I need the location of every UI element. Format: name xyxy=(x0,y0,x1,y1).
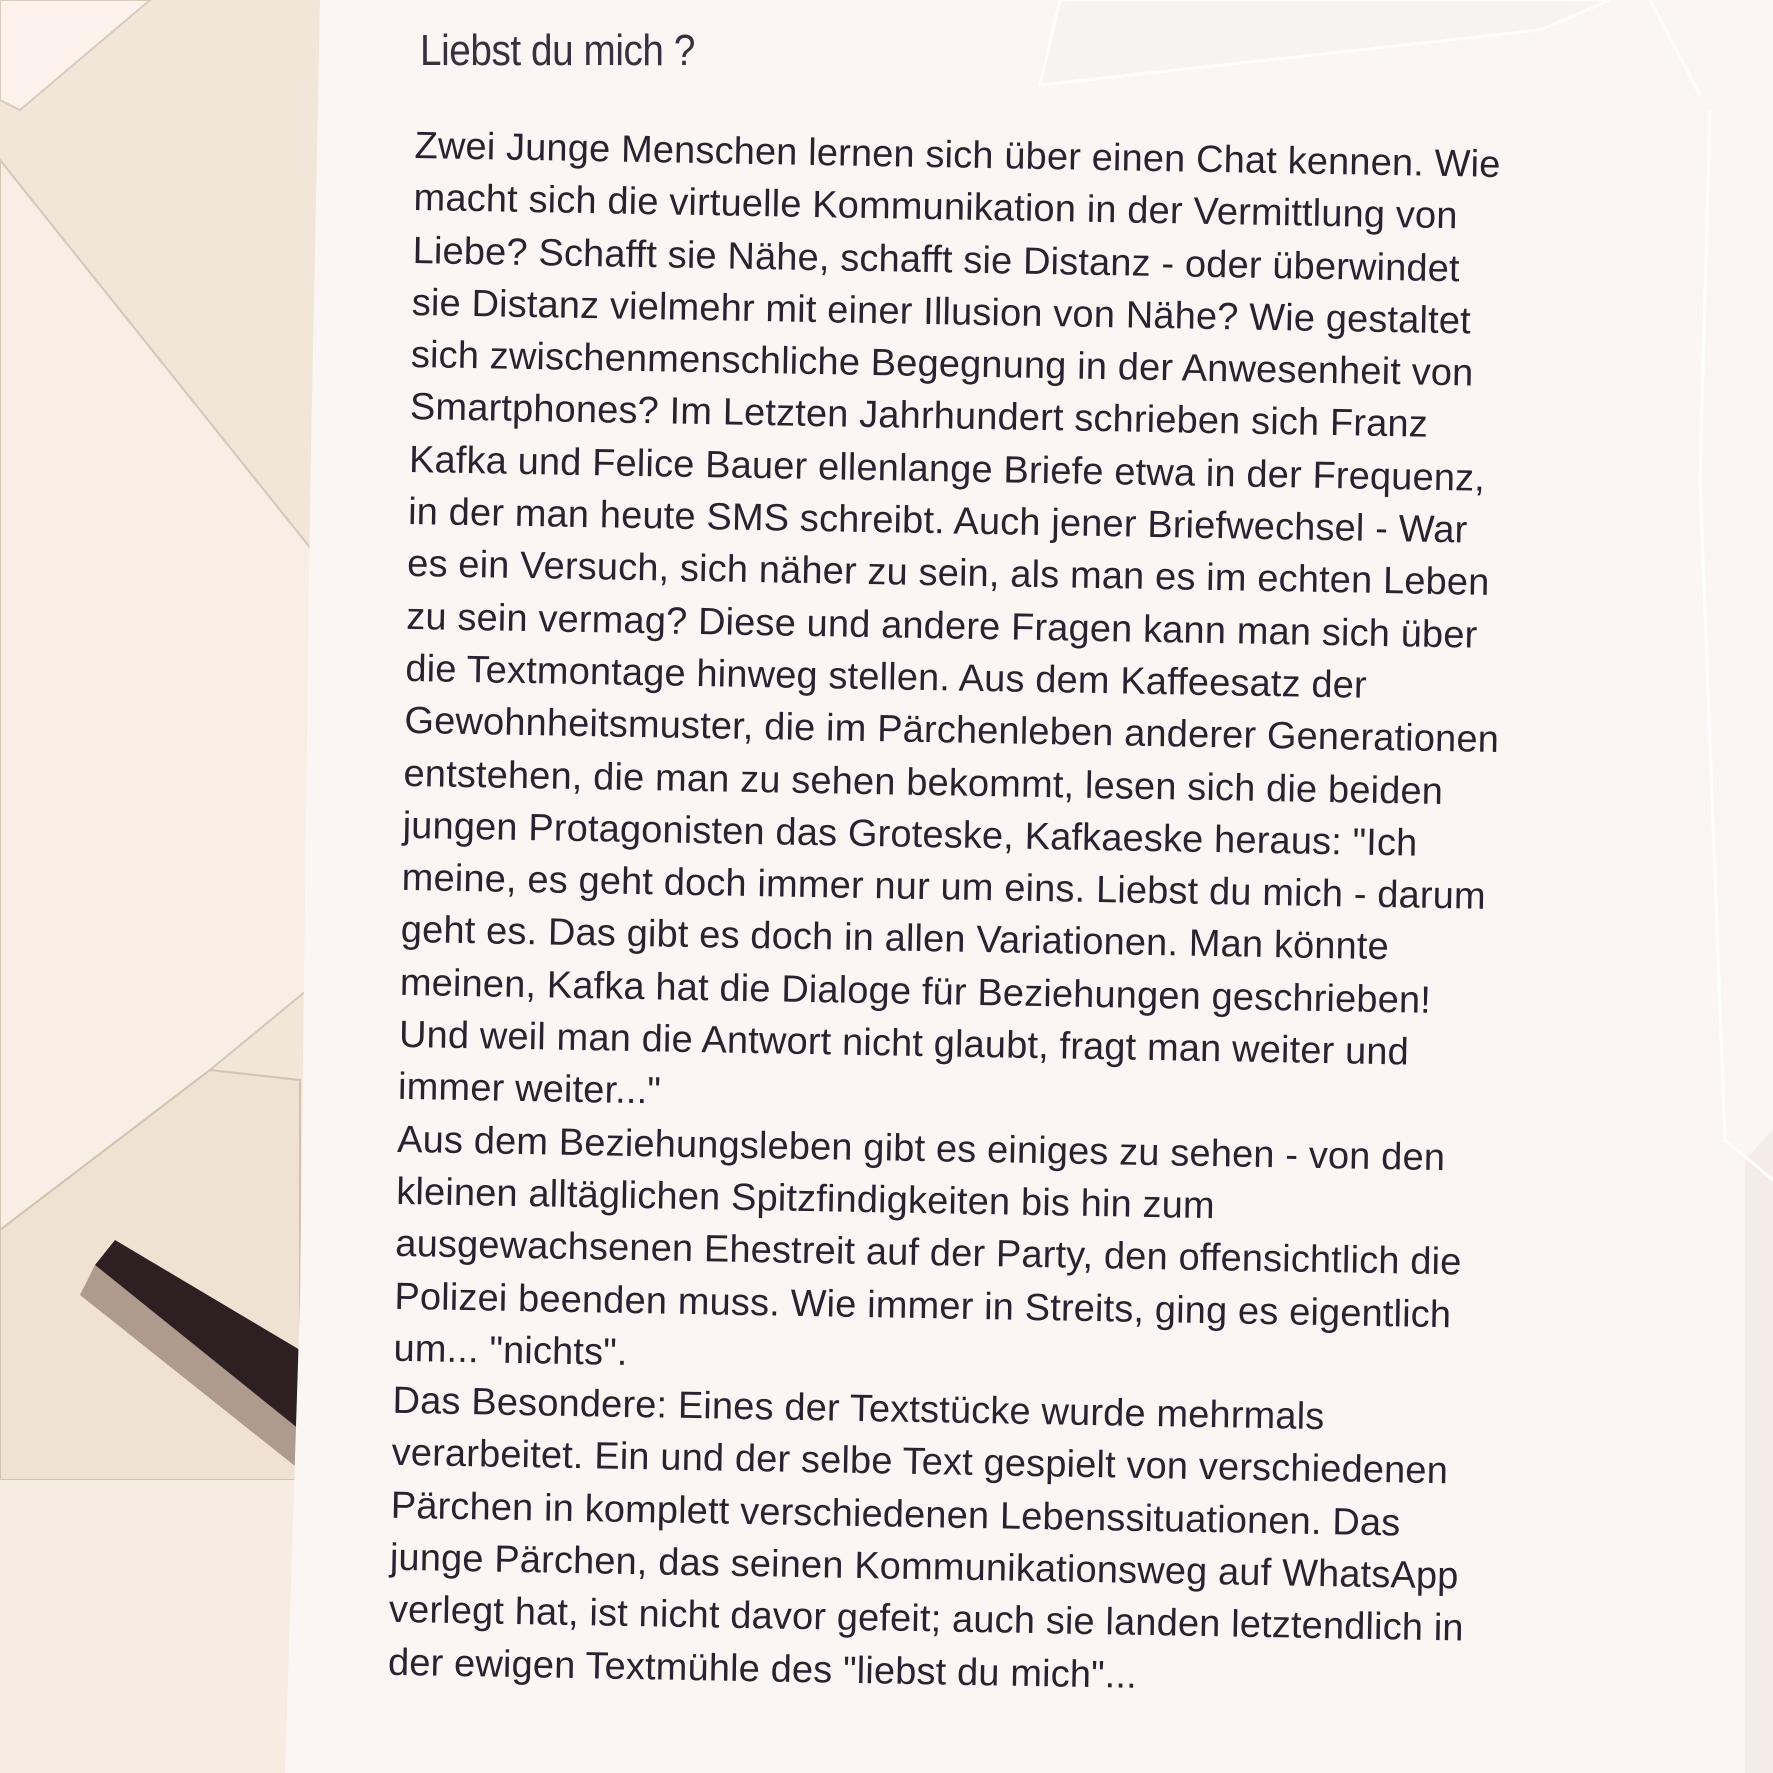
text-line: sich zwischenmenschliche Begegnung in der Anwesenheit von xyxy=(410,334,1474,395)
page-title: Liebst du mich ? xyxy=(420,26,695,75)
text-line: geht es. Das gibt es doch in allen Variationen. Man könnte xyxy=(400,909,1390,969)
text-line: Pärchen in komplett verschiedenen Lebenssituationen. Das xyxy=(390,1484,1401,1545)
text-line: sie Distanz vielmehr mit einer Illusion von Nähe? Wie gestaltet xyxy=(411,281,1472,343)
text-line: junge Pärchen, das seinen Kommunikationsweg auf WhatsApp xyxy=(389,1536,1459,1598)
body-text xyxy=(388,120,1660,1710)
text-line: der ewigen Textmühle des "liebst du mich"... xyxy=(387,1641,1138,1697)
text-line: jungen Protagonisten das Groteske, Kafkaeske heraus: "Ich xyxy=(402,804,1418,865)
text-line: Kafka und Felice Bauer ellenlange Briefe etwa in der Frequenz, xyxy=(408,438,1486,500)
text-line: verlegt hat, ist nicht davor gefeit; auch sie landen letztendlich in xyxy=(388,1589,1465,1650)
text-line: die Textmontage hinweg stellen. Aus dem Kaffeesatz der xyxy=(405,647,1368,707)
text-line: Smartphones? Im Letzten Jahrhundert schrieben sich Franz xyxy=(409,386,1429,447)
text-line: um... "nichts". xyxy=(393,1327,628,1374)
text-line: zu sein vermag? Diese und andere Fragen kann man sich über xyxy=(405,595,1478,657)
text-line: Liebe? Schafft sie Nähe, schafft sie Distanz - oder überwindet xyxy=(412,229,1461,290)
floor-lower-left xyxy=(0,1480,300,1773)
text-line: Gewohnheitsmuster, die im Pärchenleben anderer Generationen xyxy=(404,700,1500,762)
text-line: Zwei Junge Menschen lernen sich über einen Chat kennen. Wie xyxy=(414,124,1501,186)
text-line: Das Besondere: Eines der Textstücke wurde mehrmals xyxy=(392,1379,1325,1439)
text-line: macht sich die virtuelle Kommunikation in der Vermittlung von xyxy=(413,177,1458,238)
text-line: entstehen, die man zu sehen bekommt, lesen sich die beiden xyxy=(403,752,1444,813)
text-line: kleinen alltäglichen Spitzfindigkeiten bis hin zum xyxy=(395,1170,1216,1228)
text-line: immer weiter..." xyxy=(397,1066,662,1113)
text-line: Polizei beenden muss. Wie immer in Streits, ging es eigentlich xyxy=(394,1275,1452,1336)
text-line: Und weil man die Antwort nicht glaubt, fragt man weiter und xyxy=(398,1013,1410,1074)
text-line: es ein Versuch, sich näher zu sein, als man es im echten Leben xyxy=(406,543,1490,605)
text-line: in der man heute SMS schreibt. Auch jener Briefwechsel - War xyxy=(407,491,1468,552)
text-line: verarbeitet. Ein und der selbe Text gespielt von verschiedenen xyxy=(391,1432,1449,1493)
text-line: ausgewachsenen Ehestreit auf der Party, den offensichtlich die xyxy=(395,1223,1462,1284)
text-line: Aus dem Beziehungsleben gibt es einiges zu sehen - von den xyxy=(396,1118,1446,1179)
text-line: meinen, Kafka hat die Dialoge für Beziehungen geschrieben! xyxy=(399,961,1432,1022)
paper-edge-right xyxy=(1745,1130,1773,1773)
text-line: meine, es geht doch immer nur um eins. Liebst du mich - darum xyxy=(401,857,1487,918)
